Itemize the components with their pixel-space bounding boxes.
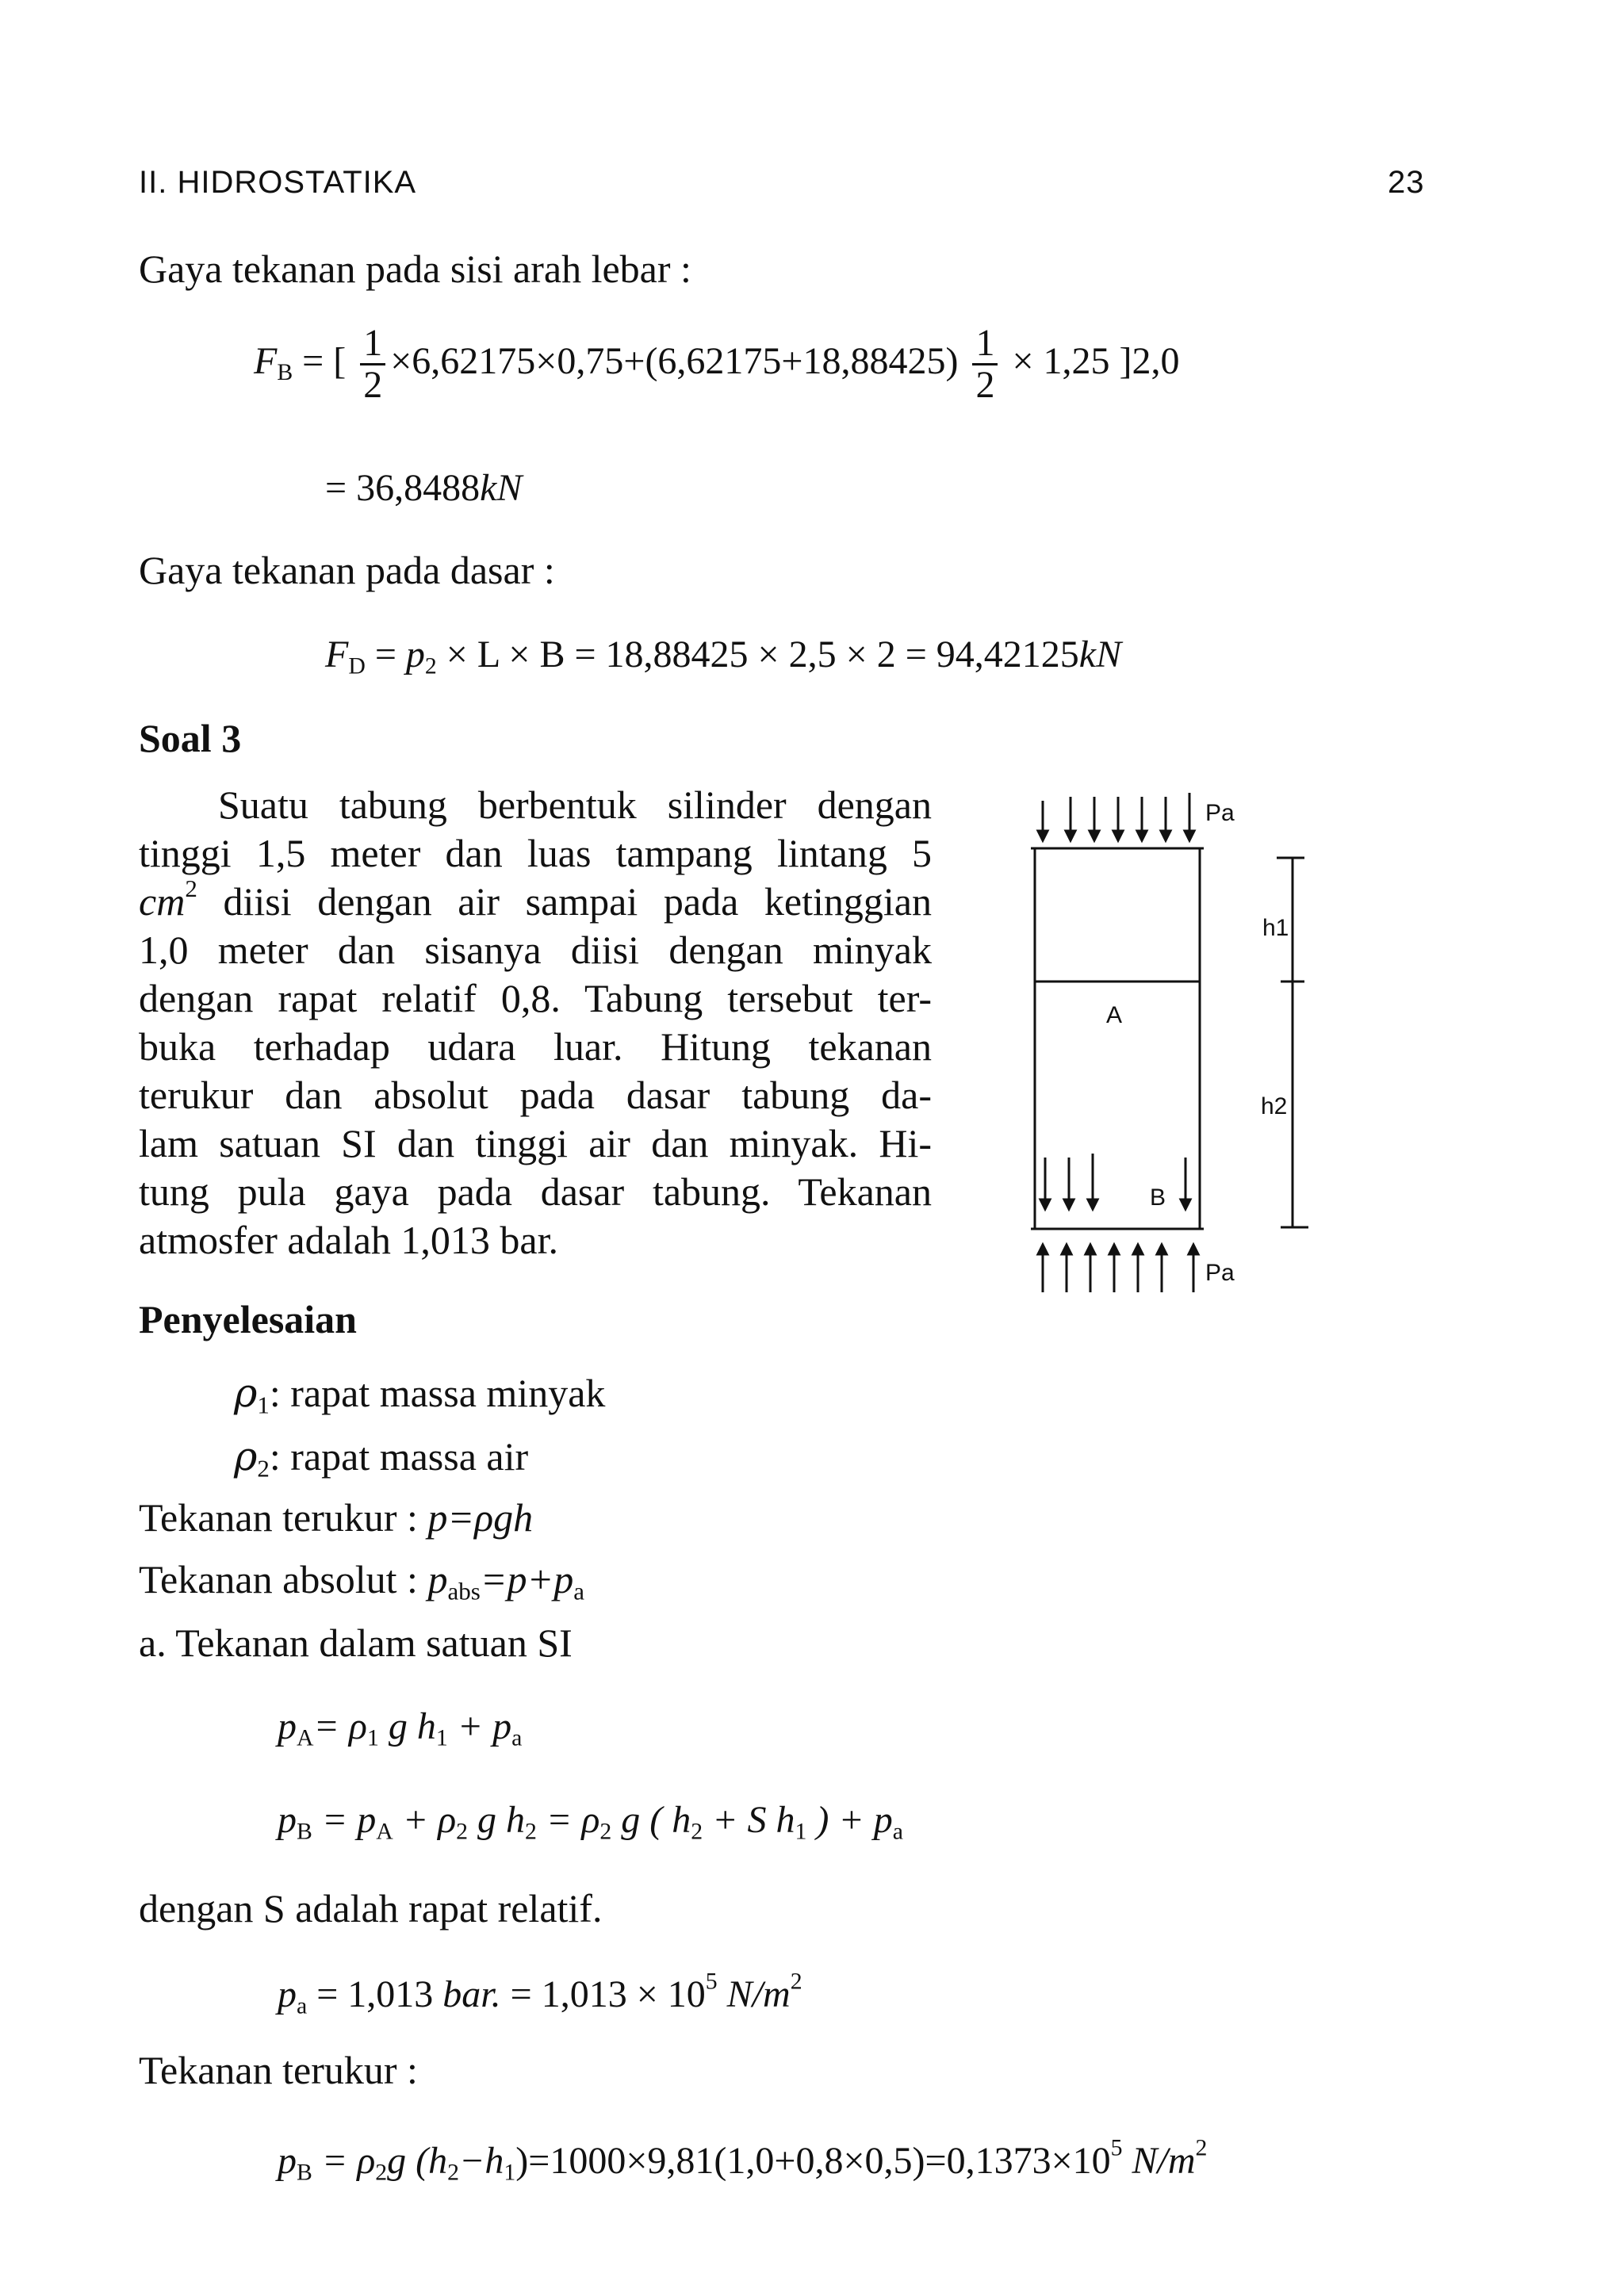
equation-fb-result: = 36,8488kN bbox=[325, 467, 523, 509]
text-gaya-dasar: Gaya tekanan pada dasar : bbox=[139, 548, 555, 592]
text-tekanan-terukur-2: Tekanan terukur : bbox=[139, 2048, 418, 2092]
top-pressure-arrows bbox=[1038, 793, 1194, 840]
bottom-pressure-arrows bbox=[1038, 1245, 1198, 1292]
heading-soal-3: Soal 3 bbox=[139, 716, 242, 760]
text-tekanan-terukur: Tekanan terukur : p=ρgh bbox=[139, 1495, 534, 1540]
chapter-header: II. HIDROSTATIKA bbox=[139, 165, 417, 200]
label-pa-top: Pa bbox=[1205, 800, 1235, 826]
equation-pa: $p_A= \rho_1$ g $h_1 + p_a$ bbox=[278, 1705, 523, 1751]
equation-pb: $p_B = p_A + \rho_2$ g $h_2 = \rho_2$ g ( $h_2 + S$ $h_1$ ) + $p_a$ bbox=[278, 1799, 903, 1845]
cylinder-diagram bbox=[1015, 785, 1324, 1300]
equation-fd: $F_D = p_2 \times L \times B = 18,88425 \times 2,5 \times 2 = 94,42125kN$ bbox=[325, 633, 1122, 679]
text-a-tekanan-si: a. Tekanan dalam satuan SI bbox=[139, 1621, 573, 1665]
problem-paragraph: Suatu tabung berbentuk silinder dengan tinggi 1,5 meter dan luas tampang lintang 5 $cm^2$ diisi dengan air sampai pada ketinggian 1,0 meter dan sisanya diisi dengan minyak dengan rapat relatif 0,8. Tabung tersebut ter- buka terhadap udara luar. Hitung tekanan terukur dan absolut pada dasar tabung da- lam satuan SI dan tinggi air dan minyak. Hi- tung pula gaya pada dasar tabung. Tekanan atmosfer adalah 1,013 bar. bbox=[139, 783, 932, 1262]
label-pa-bottom: Pa bbox=[1205, 1260, 1235, 1286]
label-A: A bbox=[1106, 1002, 1123, 1028]
label-h1: h1 bbox=[1262, 915, 1289, 941]
fraction-half: $\frac{1}{2}$ bbox=[972, 323, 998, 406]
text-dengan-s: dengan S adalah rapat relatif. bbox=[139, 1886, 603, 1931]
heading-penyelesaian: Penyelesaian bbox=[139, 1297, 357, 1341]
text-rho1: $\rho_1$: rapat massa minyak bbox=[234, 1370, 606, 1419]
fraction-half: $\frac{1}{2}$ bbox=[360, 323, 385, 406]
inner-bottom-arrows bbox=[1040, 1154, 1190, 1209]
text-rho2: $\rho_2$: rapat massa air bbox=[234, 1433, 529, 1483]
equation-fb: $F_B$ = [ $\frac{1}{2}$ ×6,62175×0,75+(6,62175+18,88425) $\frac{1}{2}$ × 1,25 ]2,0 bbox=[254, 322, 1180, 407]
label-B: B bbox=[1150, 1184, 1166, 1211]
text-tekanan-absolut: Tekanan absolut : $p_{abs}=p+p_a$ bbox=[139, 1557, 585, 1605]
page-number: 23 bbox=[1388, 165, 1425, 200]
equation-final-pb: $p_B = \rho_2g$ $(h_2-h_1)=1000\times 9,81(1,0+0,8\times 0,5)=0,1373\times 10^5$ $N/m^2$ bbox=[278, 2134, 1208, 2186]
equation-patm: $p_a = 1,013$ bar. = $1,013 \times 10^5$ $N/m^2$ bbox=[278, 1968, 802, 2019]
label-h2: h2 bbox=[1261, 1093, 1288, 1119]
text-gaya-lebar: Gaya tekanan pada sisi arah lebar : bbox=[139, 247, 691, 291]
